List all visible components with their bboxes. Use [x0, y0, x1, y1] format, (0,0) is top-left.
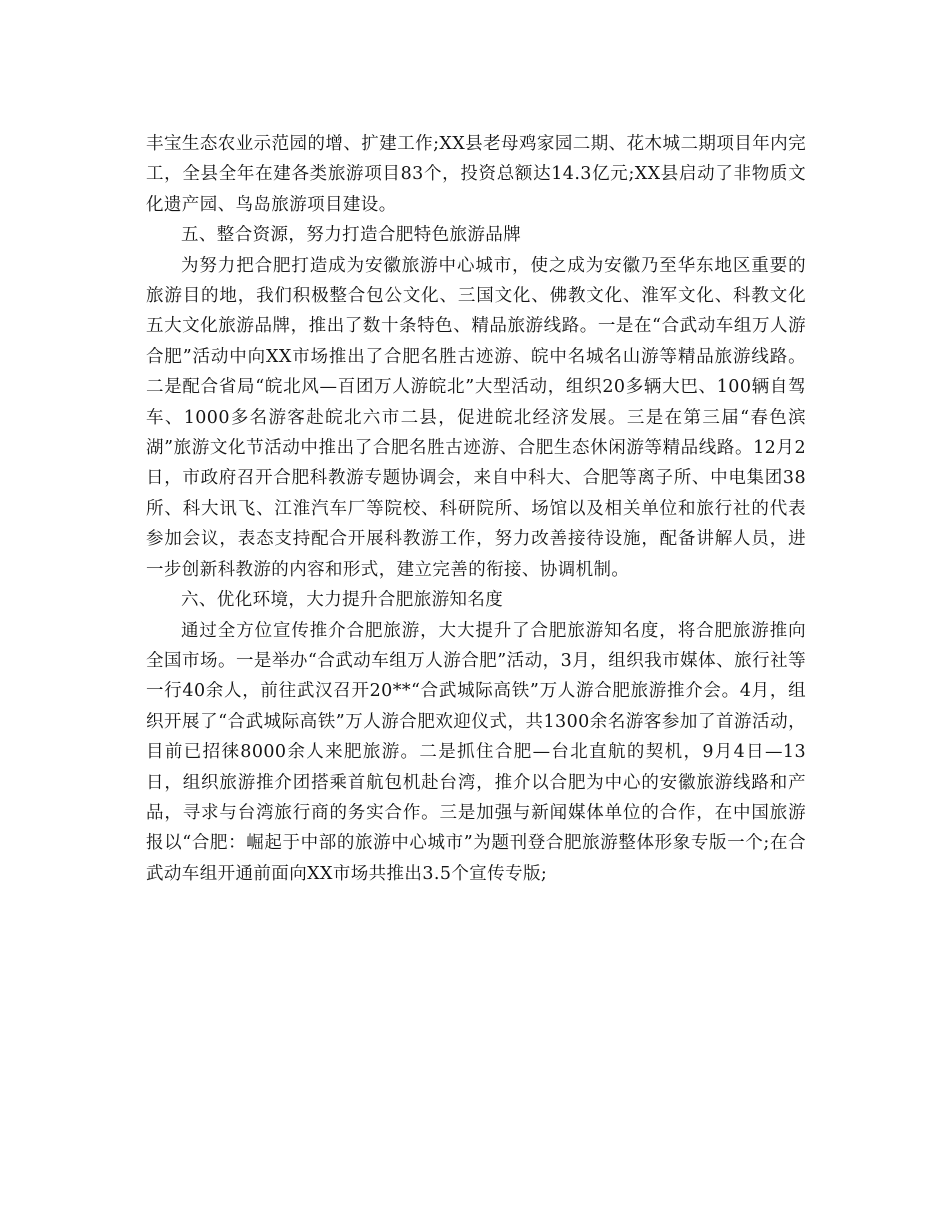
document-body [146, 129, 806, 889]
paragraph-resources: 为努力把合肥打造成为安徽旅游中心城市，使之成为安徽乃至华东地区重要的旅游目的地，我们积极整合包公文化、三国文化、佛教文化、淮军文化、科教文化五大文化旅游品牌，推出了数十条特色、精品旅游线路。一是在“合武动车组万人游合肥”活动中向XX市场推出了合肥名胜古迹游、皖中名城名山游等精品旅游线路。二是配合省局“皖北风—百团万人游皖北”大型活动，组织20多辆大巴、100辆自驾车、1000多名游客赴皖北六市二县，促进皖北经济发展。三是在第三届“春色滨湖”旅游文化节活动中推出了合肥名胜古迹游、合肥生态休闲游等精品线路。12月2日，市政府召开合肥科教游专题协调会，来自中科大、合肥等离子所、中电集团38所、科大讯飞、江淮汽车厂等院校、科研院所、场馆以及相关单位和旅行社的代表参加会议，表态支持配合开展科教游工作，努力改善接待设施，配备讲解人员，进一步创新科教游的内容和形式，建立完善的衔接、协调机制。 [146, 255, 806, 580]
section-heading-5: 五、整合资源，努力打造合肥特色旅游品牌 [181, 225, 522, 246]
paragraph-promotion: 通过全方位宣传推介合肥旅游，大大提升了合肥旅游知名度，将合肥旅游推向全国市场。一是举办“合武动车组万人游合肥”活动，3月，组织我市媒体、旅行社等一行40余人，前往武汉召开20**“合武城际高铁”万人游合肥旅游推介会。4月，组织开展了“合武城际高铁”万人游合肥欢迎仪式，共1300余名游客参加了首游活动，目前已招徕8000余人来肥旅游。二是抓住合肥—台北直航的契机，9月4日—13日，组织旅游推介团搭乘首航包机赴台湾，推介以合肥为中心的安徽旅游线路和产品，寻求与台湾旅行商的务实合作。三是加强与新闻媒体单位的合作，在中国旅游报以“合肥：崛起于中部的旅游中心城市”为题刊登合肥旅游整体形象专版一个;在合武动车组开通前面向XX市场共推出3.5个宣传专版; [146, 620, 806, 884]
paragraph-continuation: 丰宝生态农业示范园的增、扩建工作;XX县老母鸡家园二期、花木城二期项目年内完工，全县全年在建各类旅游项目83个，投资总额达14.3亿元;XX县启动了非物质文化遗产园、鸟岛旅游项目建设。 [146, 134, 806, 215]
section-heading-6: 六、优化环境，大力提升合肥旅游知名度 [181, 590, 504, 611]
